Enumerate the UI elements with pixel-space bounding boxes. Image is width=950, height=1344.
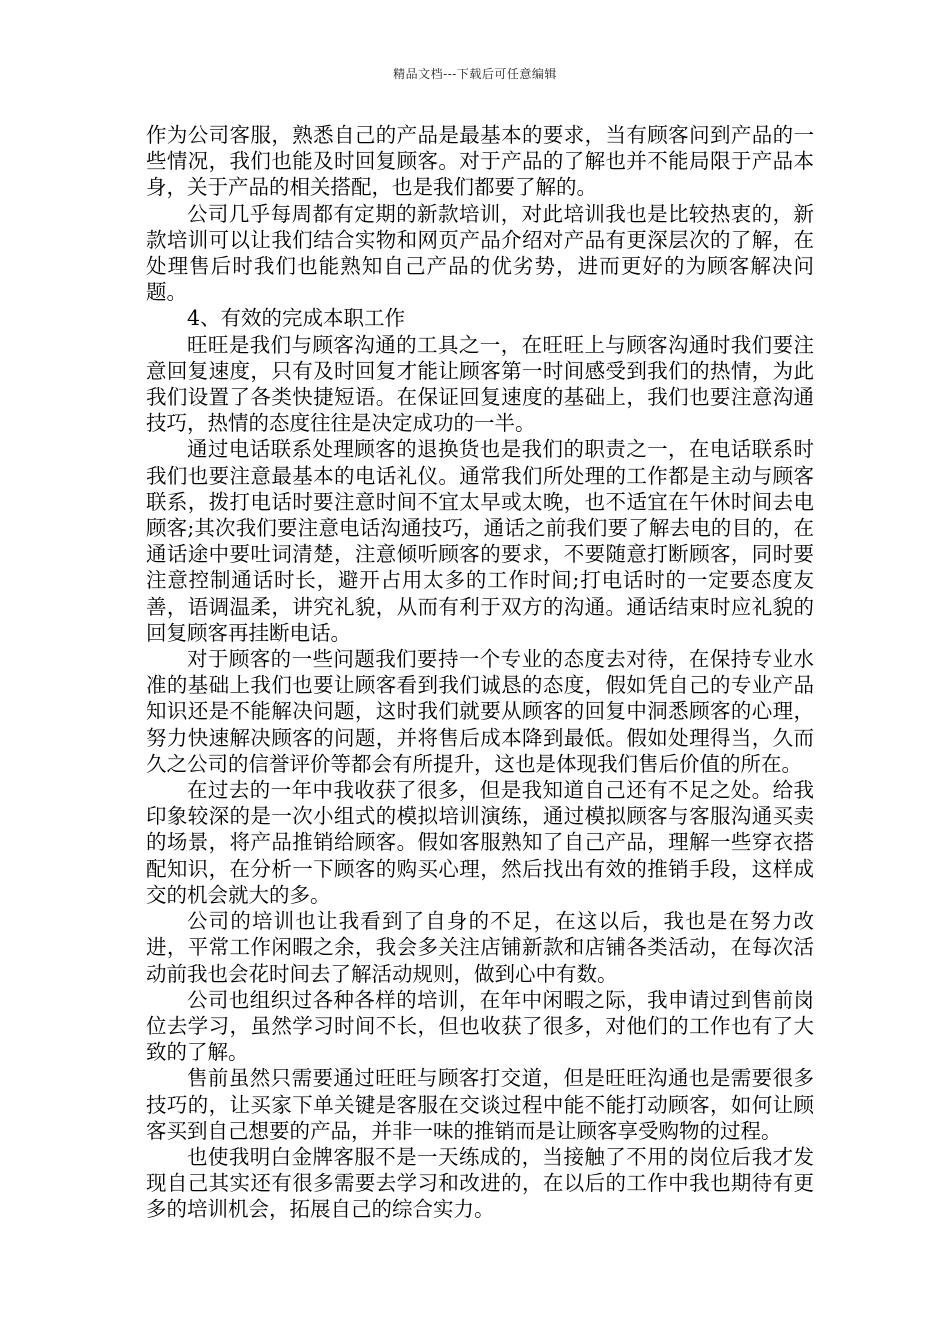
paragraph: 通过电话联系处理顾客的退换货也是我们的职责之一，在电话联系时我们也要注意最基本的电话礼仪。通常我们所处理的工作都是主动与顾客联系，拨打电话时要注意时间不宜太早或太晚，也不适宜在午休时间去电顾客;其次我们要注意电话沟通技巧，通话之前我们要了解去电的目的，在通话途中要吐词清楚，注意倾听顾客的要求，不要随意打断顾客，同时要注意控制通话时长，避开占用太多的工作时间;打电话时的一定要态度友善，语调温柔，讲究礼貌，从而有利于双方的沟通。通话结束时应礼貌的回复顾客再挂断电话。	[146, 437, 814, 645]
section-heading: 4、有效的完成本职工作	[187, 306, 406, 331]
page-header: 精品文档---下载后可任意编辑	[393, 67, 557, 81]
paragraph: 公司几乎每周都有定期的新款培训，对此培训我也是比较热衷的，新款培训可以让我们结合实物和网页产品介绍对产品有更深层次的了解，在处理售后时我们也能熟知自己产品的优劣势，进而更好的为顾客解决问题。	[146, 201, 814, 305]
paragraph: 作为公司客服，熟悉自己的产品是最基本的要求，当有顾客问到产品的一些情况，我们也能及时回复顾客。对于产品的了解也并不能局限于产品本身，关于产品的相关搭配，也是我们都要了解的。	[146, 123, 814, 200]
paragraph: 公司也组织过各种各样的培训，在年中闲暇之际，我申请过到售前岗位去学习，虽然学习时间不长，但也收获了很多，对他们的工作也有了大致的了解。	[146, 987, 814, 1065]
document-body	[146, 122, 814, 1223]
paragraph: 售前虽然只需要通过旺旺与顾客打交道，但是旺旺沟通也是需要很多技巧的，让买家下单关键是客服在交谈过程中能不能打动顾客，如何让顾客买到自己想要的产品，并非一味的推销而是让顾客享受购物的过程。	[146, 1066, 814, 1143]
paragraph: 对于顾客的一些问题我们要持一个专业的态度去对待，在保持专业水准的基础上我们也要让顾客看到我们诚恳的态度，假如凭自己的专业产品知识还是不能解决问题，这时我们就要从顾客的回复中洞悉顾客的心理，努力快速解决顾客的问题，并将售后成本降到最低。假如处理得当，久而久之公司的信誉评价等都会有所提升，这也是体现我们售后价值的所在。	[146, 647, 814, 776]
paragraph: 旺旺是我们与顾客沟通的工具之一，在旺旺上与顾客沟通时我们要注意回复速度，只有及时回复才能让顾客第一时间感受到我们的热情，为此我们设置了各类快捷短语。在保证回复速度的基础上，我们也要注意沟通技巧，热情的态度往往是决定成功的一半。	[146, 332, 814, 436]
paragraph: 公司的培训也让我看到了自身的不足，在这以后，我也是在努力改进，平常工作闲暇之余，我会多关注店铺新款和店铺各类活动，在每次活动前我也会花时间去了解活动规则，做到心中有数。	[146, 909, 814, 986]
paragraph: 在过去的一年中我收获了很多，但是我知道自己还有不足之处。给我印象较深的是一次小组式的模拟培训演练，通过模拟顾客与客服沟通买卖的场景，将产品推销给顾客。假如客服熟知了自己产品，理解一些穿衣搭配知识，在分析一下顾客的购买心理，然后找出有效的推销手段，这样成交的机会就大的多。	[146, 778, 814, 907]
paragraph: 也使我明白金牌客服不是一天练成的，当接触了不用的岗位后我才发现自己其实还有很多需要去学习和改进的，在以后的工作中我也期待有更多的培训机会，拓展自己的综合实力。	[146, 1144, 814, 1222]
